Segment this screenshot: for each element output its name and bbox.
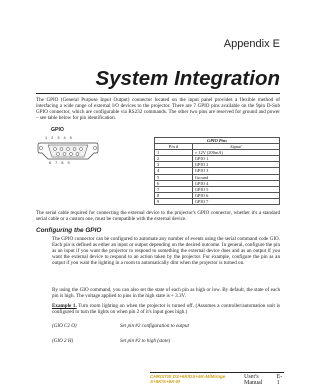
signal-cell: GPIO 5 [192,186,279,192]
pin-number-cell: 6 [155,180,193,186]
pin-number-cell: 8 [155,192,193,198]
config-paragraph: The GPIO connector can be configured to automate any number of events using the serial command code GIO. Each pin is defined as either an input or output depending on the desired outcome. In general, configure the pin as an input if you want the projector to respond to something the external device does and as an output if you want the external device to respond to an action taken by the projector. For example, configure the pin as an output if you want the lighting in a room to automatically dim when the projector is turned on. [52,236,280,267]
table-row [155,198,280,204]
footer-brand: CHRISTIE DS+6K/DS+6K-M/Mirage S+6K/S+6K-M [150,374,226,384]
connector-top-pin-numbers: 1 2 3 4 5 [45,136,74,140]
signal-cell: GPIO 3 [192,168,279,174]
column-header-pin: Pin # [155,144,193,150]
signal-cell: GPIO 1 [192,156,279,162]
column-header-signal: Signal [192,144,279,150]
db9-connector-diagram [36,141,100,161]
example-text: Turn room lighting on when the projector is turned off. (Assumes a controller/automation unit is configured to turn the lights on when pin 2 of it's input goes high.) [52,303,280,316]
command-row [52,323,189,329]
state-paragraph: By using the GIO command, you can also set the state of each pin as high or low. By default, the state of each pin is high. The voltage applied to pins in the high state is + 3.3V. [52,287,280,300]
pin-number-cell: 1 [155,150,193,156]
pin-number-cell: 9 [155,198,193,204]
gpio-pin-table [154,137,280,205]
signal-cell: + 12V (200mA) [192,150,279,156]
connector-label: GPIO [51,127,64,133]
pin-number-cell: 5 [155,174,193,180]
appendix-label: Appendix E [223,38,280,50]
connector-bottom-pin-numbers: 6 7 8 9 [49,161,72,165]
title-rule [36,93,280,94]
signal-cell: GPIO 4 [192,180,279,186]
command-row [52,338,171,344]
signal-cell: GPIO 2 [192,162,279,168]
example-paragraph [52,303,280,315]
section-heading: Configuring the GPIO [36,227,102,234]
command-description: Set pin #2 configuration to output [120,323,189,329]
command-code: (GIO C2 O) [52,323,77,329]
pin-number-cell: 4 [155,168,193,174]
cable-paragraph: The serial cable required for connecting the external device to the projector's GPIO connector, whether it's a standard serial cable or a custom one, must be compatible with the external device. [36,210,280,223]
pin-number-cell: 7 [155,186,193,192]
footer-guide: User's Manual [244,374,263,386]
page-title: System Integration [95,67,280,90]
signal-cell: Ground [192,174,279,180]
page-number: E-1 [276,374,283,386]
intro-paragraph: The GPIO (General Purpose Input Output) connector located on the input panel provides a flexible method of interfacing a wide range of external I/O devices to the projector. There are 7 GPIO pins available on the 9pin D-Sub GPIO connector, which are configurable via RS232 commands. The other two pins are reserved for ground and power – see table below for pin identification. [36,97,280,122]
page-footer [150,372,284,386]
pin-number-cell: 2 [155,156,193,162]
signal-cell: GPIO 7 [192,198,279,204]
signal-cell: GPIO 6 [192,192,279,198]
pin-number-cell: 3 [155,162,193,168]
command-code: (GIO 2 H) [52,338,74,344]
command-description: Set pin #2 to high (state) [120,338,171,344]
table-caption: GPIO Pins [155,138,280,144]
example-label: Example 1. [52,303,77,309]
